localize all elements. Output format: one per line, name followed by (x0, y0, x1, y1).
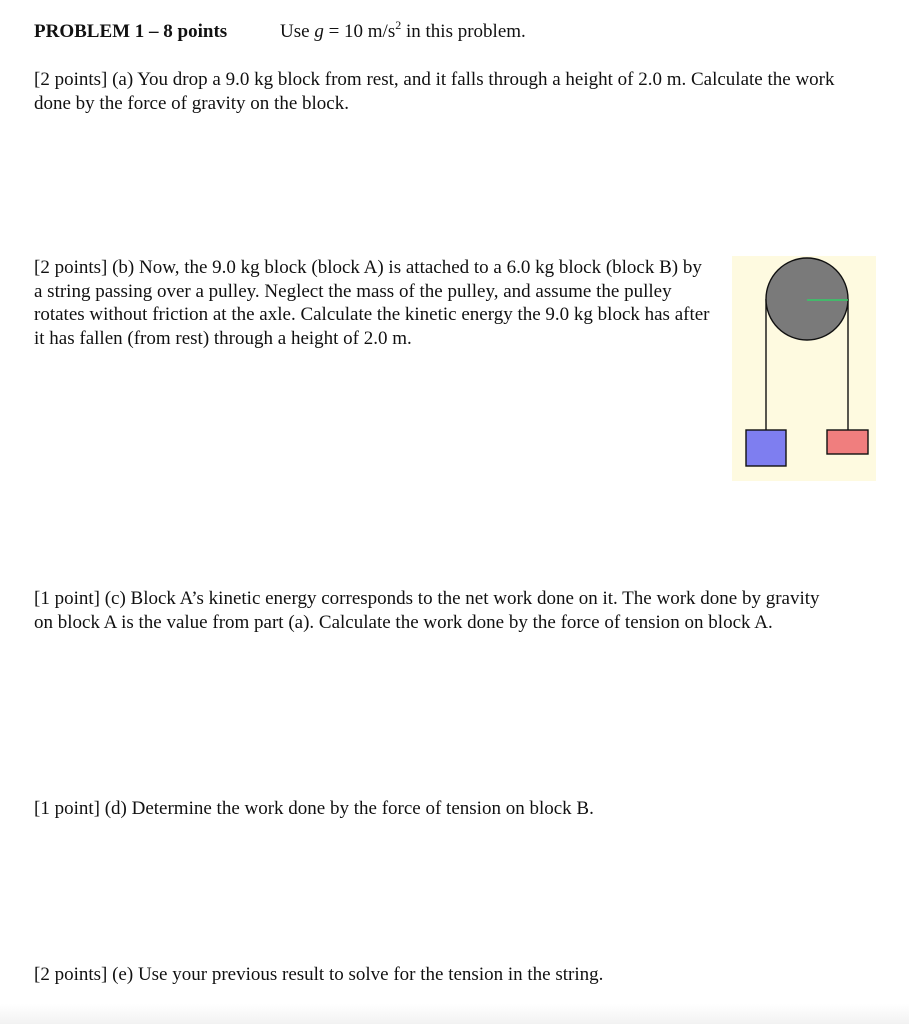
given-variable: g (314, 21, 324, 42)
question-c: [1 point] (c) Block A’s kinetic energy corresponds to the net work done on it. The work done by gravity on block A is the value from part (a). Calculate the work done by the force of tension on block A. (34, 588, 820, 633)
block-b (827, 430, 868, 454)
problem-title: PROBLEM 1 – 8 points (34, 21, 228, 42)
question-e: [2 points] (e) Use your previous result to solve for the tension in the string. (34, 964, 604, 985)
block-a (746, 430, 786, 466)
pulley-wheel (766, 258, 848, 340)
bottom-edge (0, 1004, 909, 1024)
pulley-diagram-svg (732, 256, 876, 481)
given-exponent: 2 (395, 17, 402, 32)
pulley-diagram (732, 256, 876, 481)
given-prefix: Use (280, 21, 315, 42)
given-suffix: in this problem. (401, 21, 526, 42)
given-value: = 10 m/s (323, 21, 396, 42)
question-b: [2 points] (b) Now, the 9.0 kg block (block A) is attached to a 6.0 kg block (block B) by a string passing over a pulley. Neglect the mass of the pulley, and assume the pulley rotates without friction at the axle. Calculate the kinetic energy the 9.0 kg block has after it has fallen (from rest) through a height of 2.0 m. (34, 257, 710, 349)
problem-header (34, 17, 526, 44)
question-d: [1 point] (d) Determine the work done by the force of tension on block B. (34, 798, 594, 819)
question-a: [2 points] (a) You drop a 9.0 kg block from rest, and it falls through a height of 2.0 m. Calculate the work done by the force of gravity on the block. (34, 69, 835, 114)
given-gravity (280, 17, 526, 44)
